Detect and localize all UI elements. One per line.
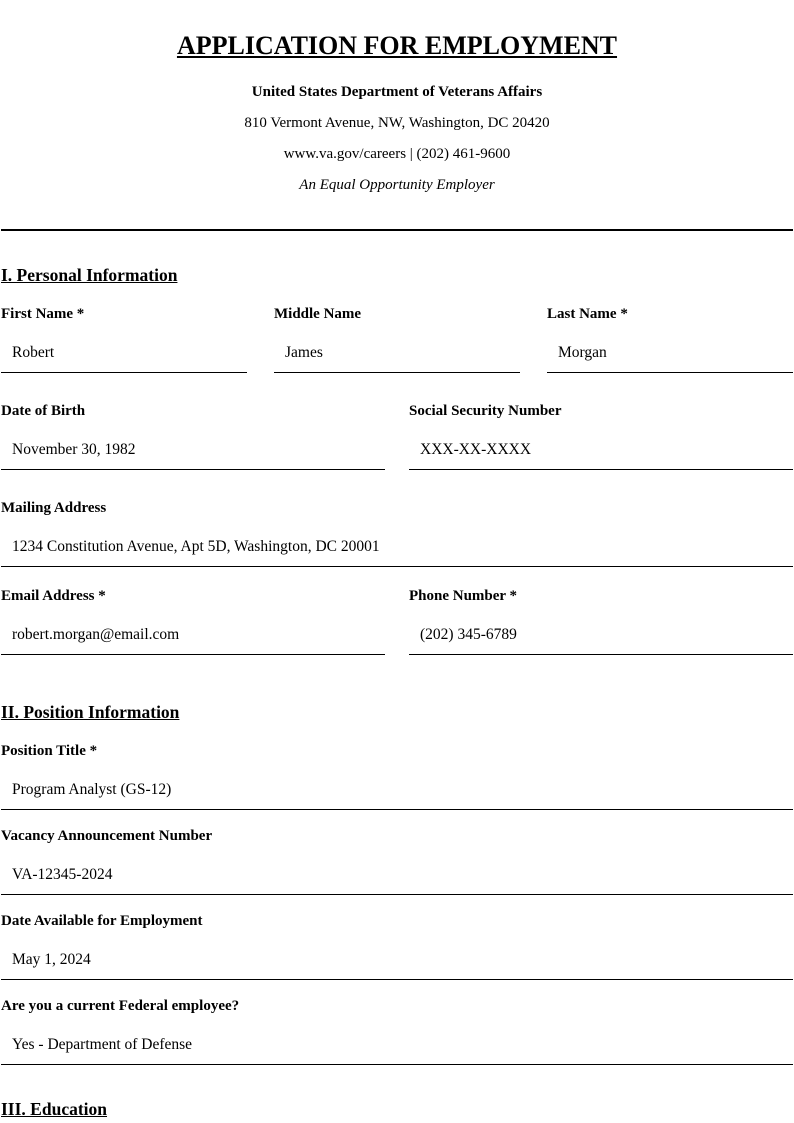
position-title-row — [1, 743, 793, 810]
name-fields-row — [1, 306, 793, 373]
section-heading-position-information: II. Position Information — [1, 702, 180, 722]
section-heading-education: III. Education — [1, 1099, 108, 1119]
field-email — [1, 588, 385, 655]
vacancy-number-row — [1, 828, 793, 895]
section-heading-personal-information: I. Personal Information — [1, 265, 178, 285]
date-of-birth-label: Date of Birth — [1, 403, 86, 419]
eoe-tagline: An Equal Opportunity Employer — [299, 177, 495, 193]
field-date-of-birth — [1, 403, 385, 470]
first-name-value[interactable]: Robert — [1, 344, 247, 373]
federal-employee-value[interactable]: Yes - Department of Defense — [1, 1036, 793, 1065]
field-last-name — [547, 306, 793, 373]
document-header — [1, 0, 793, 194]
ssn-label: Social Security Number — [409, 403, 562, 419]
field-date-available — [1, 913, 793, 980]
date-available-label: Date Available for Employment — [1, 913, 203, 929]
federal-employee-label: Are you a current Federal employee? — [1, 998, 240, 1014]
date-of-birth-value[interactable]: November 30, 1982 — [1, 441, 385, 470]
dob-ssn-row — [1, 403, 793, 470]
date-available-row — [1, 913, 793, 980]
field-ssn — [409, 403, 793, 470]
header-divider — [1, 229, 793, 231]
mailing-address-value[interactable]: 1234 Constitution Avenue, Apt 5D, Washington, DC 20001 — [1, 538, 793, 567]
position-title-label: Position Title * — [1, 743, 98, 759]
field-mailing-address — [1, 500, 793, 567]
middle-name-label: Middle Name — [274, 306, 362, 322]
date-available-value[interactable]: May 1, 2024 — [1, 951, 793, 980]
document-title: APPLICATION FOR EMPLOYMENT — [176, 31, 618, 60]
middle-name-value[interactable]: James — [274, 344, 520, 373]
mailing-address-label: Mailing Address — [1, 500, 107, 516]
ssn-value[interactable]: XXX-XX-XXXX — [409, 441, 793, 470]
field-first-name — [1, 306, 247, 373]
field-position-title — [1, 743, 793, 810]
email-label: Email Address * — [1, 588, 106, 604]
organization-contact: www.va.gov/careers | (202) 461-9600 — [283, 146, 511, 162]
phone-value[interactable]: (202) 345-6789 — [409, 626, 793, 655]
field-vacancy-number — [1, 828, 793, 895]
vacancy-number-value[interactable]: VA-12345-2024 — [1, 866, 793, 895]
position-title-value[interactable]: Program Analyst (GS-12) — [1, 781, 793, 810]
last-name-label: Last Name * — [547, 306, 628, 322]
email-phone-row — [1, 588, 793, 655]
field-phone — [409, 588, 793, 655]
field-middle-name — [274, 306, 520, 373]
field-federal-employee — [1, 998, 793, 1065]
first-name-label: First Name * — [1, 306, 85, 322]
federal-employee-row — [1, 998, 793, 1065]
organization-name: United States Department of Veterans Affairs — [251, 84, 543, 100]
organization-address: 810 Vermont Avenue, NW, Washington, DC 20420 — [244, 115, 550, 131]
mailing-address-row — [1, 500, 793, 567]
last-name-value[interactable]: Morgan — [547, 344, 793, 373]
email-value[interactable]: robert.morgan@email.com — [1, 626, 385, 655]
vacancy-number-label: Vacancy Announcement Number — [1, 828, 213, 844]
phone-label: Phone Number * — [409, 588, 518, 604]
